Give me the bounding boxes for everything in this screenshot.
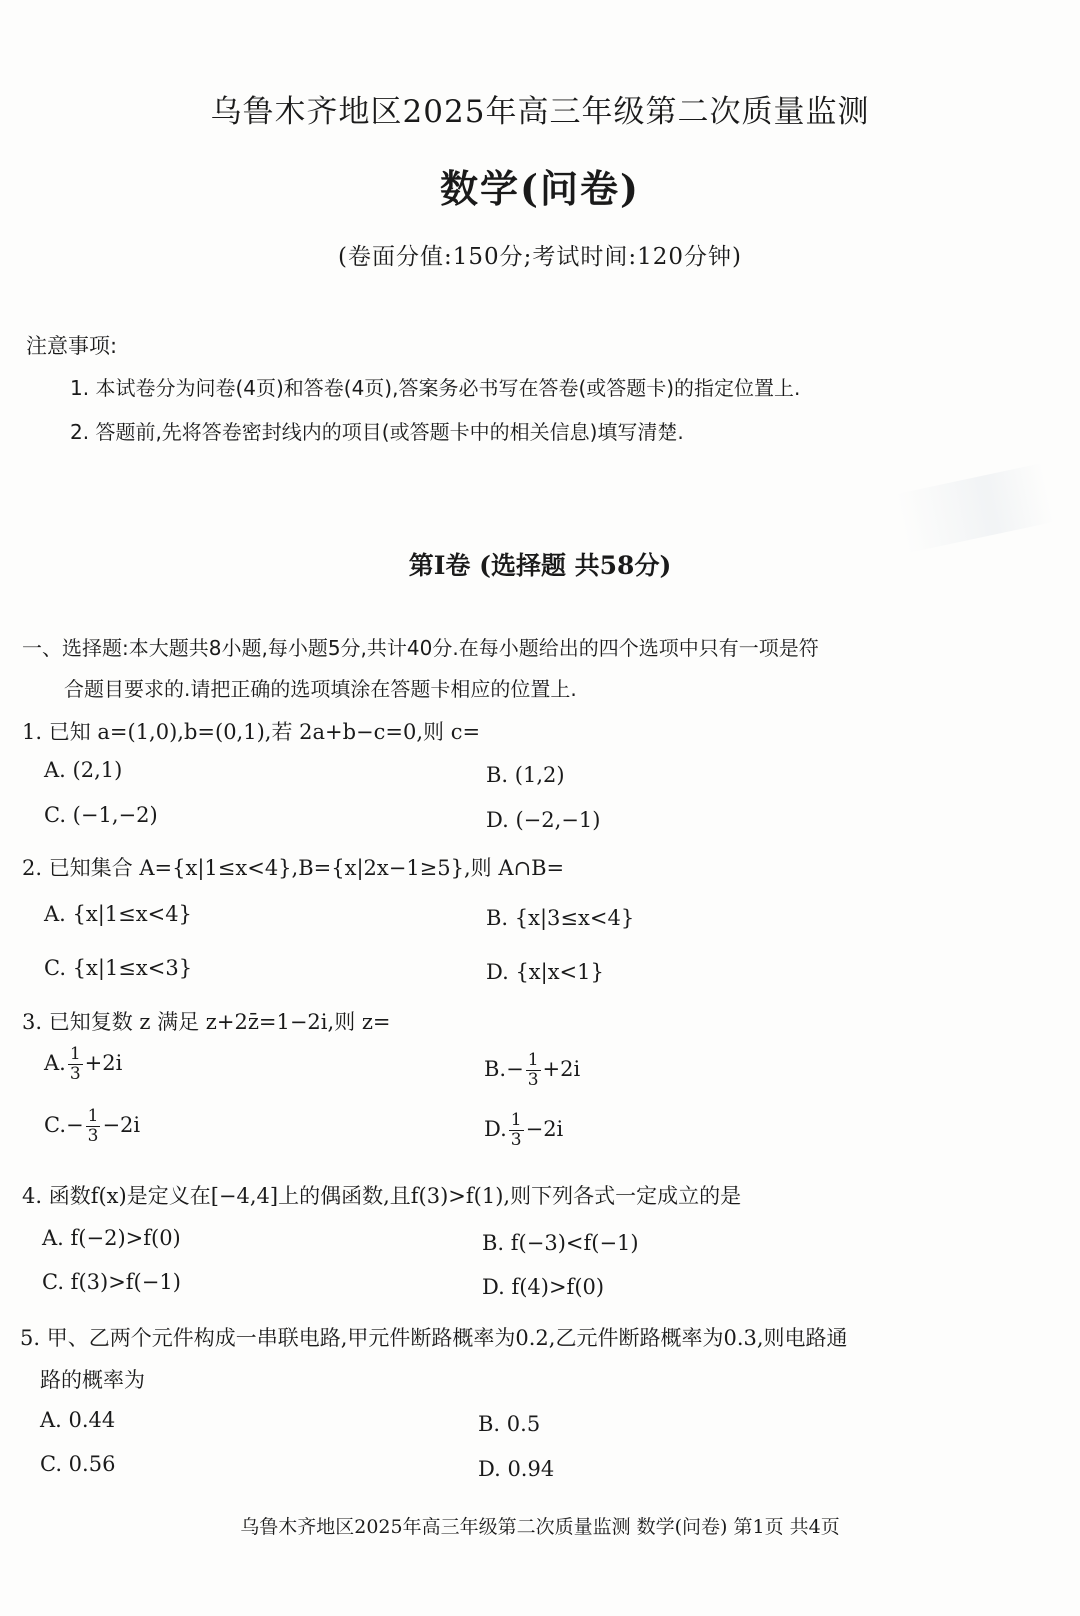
fraction — [68, 1046, 83, 1083]
fraction-denominator: 3 — [527, 1070, 539, 1090]
fraction-numerator: 1 — [69, 1044, 81, 1064]
subject-title: 数学(问卷) — [440, 166, 640, 211]
question-5-option-b: B. 0.5 — [478, 1412, 541, 1436]
part-intro-line-1: 一、选择题:本大题共8小题,每小题5分,共计40分.在每小题给出的四个选项中只有一项是符 — [22, 636, 819, 660]
question-2-option-b: B. {x|3≤x<4} — [486, 906, 635, 930]
notice-item-1: 1. 本试卷分为问卷(4页)和答卷(4页),答案务必书写在答卷(或答题卡)的指定位置上. — [70, 376, 801, 400]
question-3-stem: 3. 已知复数 z 满足 z+2z̄=1−2i,则 z= — [22, 1010, 391, 1034]
option-sign: − — [66, 1113, 84, 1137]
section-title: 第Ⅰ卷 (选择题 共58分) — [408, 551, 672, 580]
fraction-numerator: 1 — [510, 1110, 522, 1130]
exam-title: 乌鲁木齐地区2025年高三年级第二次质量监测 — [210, 94, 870, 130]
scan-artifact — [895, 463, 1054, 553]
fraction — [509, 1112, 524, 1149]
question-3-option-b — [484, 1052, 580, 1089]
page-footer: 乌鲁木齐地区2025年高三年级第二次质量监测 数学(问卷) 第1页 共4页 — [240, 1516, 840, 1538]
fraction — [526, 1052, 541, 1089]
question-1-option-a: A. (2,1) — [44, 758, 123, 782]
fraction — [86, 1108, 101, 1145]
notice-item-2: 2. 答题前,先将答卷密封线内的项目(或答题卡中的相关信息)填写清楚. — [70, 420, 684, 444]
question-5-option-a: A. 0.44 — [40, 1408, 116, 1432]
option-sign: − — [506, 1057, 524, 1081]
question-5-stem-line-1: 5. 甲、乙两个元件构成一串联电路,甲元件断路概率为0.2,乙元件断路概率为0.3,则电路通 — [20, 1326, 848, 1350]
question-2-stem: 2. 已知集合 A={x|1≤x<4},B={x|2x−1≥5},则 A∩B= — [22, 856, 565, 880]
part-intro-line-2: 合题目要求的.请把正确的选项填涂在答题卡相应的位置上. — [64, 677, 577, 701]
fraction-denominator: 3 — [69, 1064, 81, 1084]
option-rest: −2i — [102, 1113, 141, 1137]
question-5-stem-line-2: 路的概率为 — [40, 1368, 145, 1392]
question-4-option-a: A. f(−2)>f(0) — [42, 1226, 181, 1250]
question-1-stem: 1. 已知 a=(1,0),b=(0,1),若 2a+b−c=0,则 c= — [22, 720, 481, 744]
question-1-option-c: C. (−1,−2) — [44, 803, 158, 827]
question-2-option-d: D. {x|x<1} — [486, 960, 604, 984]
question-5-option-c: C. 0.56 — [40, 1452, 116, 1476]
question-1-option-d: D. (−2,−1) — [486, 808, 601, 832]
option-label: D. — [484, 1117, 507, 1141]
question-2-option-a: A. {x|1≤x<4} — [44, 902, 192, 926]
option-label: C. — [44, 1113, 66, 1137]
question-5-option-d: D. 0.94 — [478, 1457, 555, 1481]
fraction-numerator: 1 — [527, 1050, 539, 1070]
option-label: A. — [44, 1051, 66, 1075]
fraction-denominator: 3 — [510, 1130, 522, 1150]
score-info: (卷面分值:150分;考试时间:120分钟) — [338, 244, 742, 270]
question-3-option-d — [484, 1112, 563, 1149]
question-4-option-b: B. f(−3)<f(−1) — [482, 1231, 639, 1255]
option-rest: +2i — [542, 1057, 581, 1081]
question-2-option-c: C. {x|1≤x<3} — [44, 956, 193, 980]
question-4-stem: 4. 函数f(x)是定义在[−4,4]上的偶函数,且f(3)>f(1),则下列各式一定成立的是 — [22, 1184, 742, 1208]
question-4-option-d: D. f(4)>f(0) — [482, 1275, 605, 1299]
question-1-option-b: B. (1,2) — [486, 763, 565, 787]
option-rest: −2i — [525, 1117, 564, 1141]
question-3-option-c — [44, 1108, 140, 1145]
option-label: B. — [484, 1057, 507, 1081]
question-3-option-a — [44, 1046, 122, 1083]
option-rest: +2i — [84, 1051, 123, 1075]
question-4-option-c: C. f(3)>f(−1) — [42, 1270, 181, 1294]
fraction-numerator: 1 — [87, 1106, 99, 1126]
notice-heading: 注意事项: — [26, 334, 118, 358]
fraction-denominator: 3 — [87, 1126, 99, 1146]
